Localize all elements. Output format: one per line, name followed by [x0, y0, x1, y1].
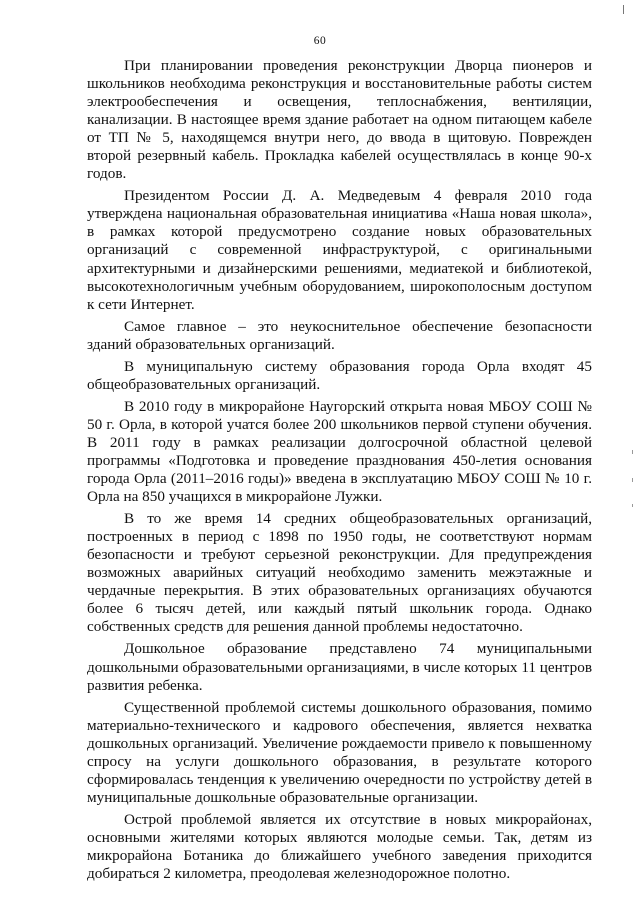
paragraph-preschool-shortage: Существенной проблемой системы дошкольного образования, помимо материально-технического и кадрового обеспечения, является нехватка дошкольных организаций. Увеличение рождаемости привело к повышенному спросу на услуги дошкольного образования, в результате которого сформировалась тенденция к увеличению очередности по устройству детей в муниципальные дошкольные образовательные организации. — [87, 698, 592, 806]
paragraph-new-schools: В 2010 году в микрорайоне Наугорский открыта новая МБОУ СОШ № 50 г. Орла, в которой учатся более 200 школьников первой ступени обучения. В 2011 году в рамках реализации долгосрочной областной целевой программы «Подготовка и проведение празднования 450-летия основания города Орла (2011–2016 годы)» введена в эксплуатацию МБОУ СОШ № 10 г. Орла на 850 учащихся в микрорайоне Лужки. — [87, 397, 592, 506]
document-body — [87, 57, 592, 883]
paragraph-preschool-count: Дошкольное образование представлено 74 муниципальными дошкольными образовательными организациями, в числе которых 11 центров развития ребенка. — [87, 640, 592, 694]
scan-artifact-mark — [632, 504, 633, 507]
scan-artifact-mark — [632, 478, 633, 482]
page-number: 60 — [313, 35, 327, 47]
scan-artifact-mark — [623, 5, 624, 14]
paragraph-safety-priority: Самое главное – это неукоснительное обеспечение безопасности зданий образовательных организаций. — [87, 317, 592, 353]
paragraph-new-districts: Острой проблемой является их отсутствие в новых микрорайонах, основными жителями которых являются молодые семьи. Так, детям из микрорайона Ботаника до ближайшего учебного заведения приходится добираться 2 километра, преодолевая железнодорожное полотно. — [87, 810, 592, 883]
scan-artifact-mark — [632, 450, 633, 454]
paragraph-old-schools: В то же время 14 средних общеобразовательных организаций, построенных в период с 1898 по 1950 годы, не соответствуют нормам безопасности и требуют серьезной реконструкции. Для предупреждения возможных аварийных ситуаций необходимо заменить межэтажные и чердачные перекрытия. В этих образовательных организациях обучаются более 6 тысяч детей, или каждый пятый школьник города. Однако собственных средств для решения данной проблемы недостаточно. — [87, 510, 592, 636]
paragraph-school-count: В муниципальную систему образования города Орла входят 45 общеобразовательных организаций. — [87, 357, 592, 393]
paragraph-new-school-initiative: Президентом России Д. А. Медведевым 4 февраля 2010 года утверждена национальная образовательная инициатива «Наша новая школа», в рамках которой предусмотрено создание новых образовательных организаций с современной инфраструктурой, с оригинальными архитектурными и дизайнерскими решениями, медиатекой и библиотекой, высокотехнологичным учебным оборудованием, широкополосным доступом к сети Интернет. — [87, 187, 592, 313]
paragraph-palace-reconstruction: При планировании проведения реконструкции Дворца пионеров и школьников необходима реконструкция и восстановительные работы систем электрообеспечения и освещения, теплоснабжения, вентиляции, канализации. В настоящее время здание работает на одном питающем кабеле от ТП № 5, находящемся внутри него, до ввода в щитовую. Поврежден второй резервный кабель. Прокладка кабелей осуществлялась в конце 90-х годов. — [87, 57, 592, 183]
